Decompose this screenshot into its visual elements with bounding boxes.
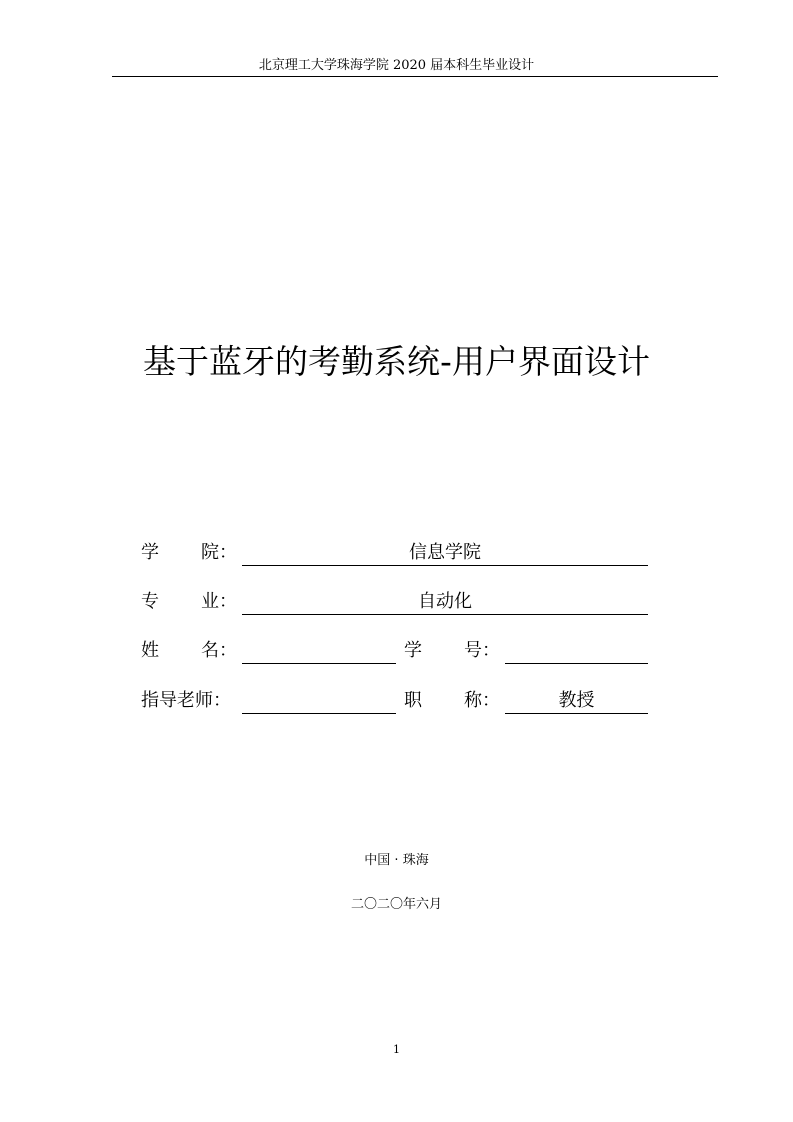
- title-rank-label-char-2: 称：: [464, 690, 500, 711]
- title-rank-field: 教授: [505, 689, 648, 714]
- page-number: 1: [393, 1043, 400, 1056]
- college-label-char-1: 学: [141, 542, 159, 563]
- name-label-char-1: 姓: [141, 640, 159, 661]
- college-field: 信息学院: [242, 541, 648, 566]
- college-label-char-2: 院：: [201, 542, 237, 563]
- student-id-label-char-1: 学: [404, 640, 422, 661]
- advisor-field: [242, 689, 396, 714]
- major-label-char-1: 专: [141, 591, 159, 612]
- name-field: [242, 639, 396, 664]
- title-rank-label-char-1: 职: [404, 690, 422, 711]
- major-field: 自动化: [242, 590, 648, 615]
- student-id-field: [505, 639, 648, 664]
- location-text: 中国 · 珠海: [364, 853, 429, 868]
- advisor-label: 指导老师：: [141, 690, 231, 711]
- major-label-char-2: 业：: [201, 591, 237, 612]
- student-id-label-char-2: 号：: [464, 640, 500, 661]
- name-label-char-2: 名：: [201, 640, 237, 661]
- header-text: 北京理工大学珠海学院 2020 届本科生毕业设计: [258, 58, 535, 73]
- thesis-title: 基于蓝牙的考勤系统-用户界面设计: [143, 342, 650, 381]
- header-rule: [112, 76, 718, 77]
- date-text: 二〇二〇年六月: [350, 897, 442, 912]
